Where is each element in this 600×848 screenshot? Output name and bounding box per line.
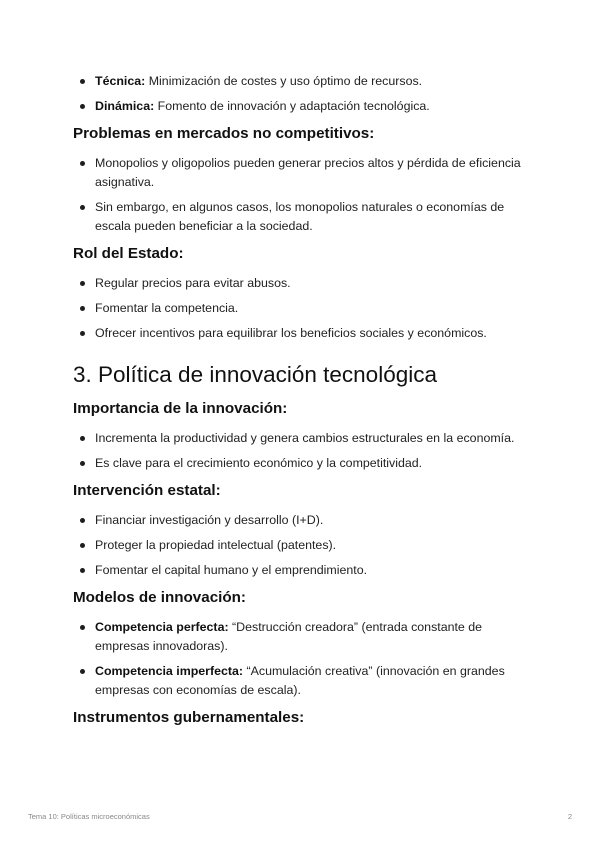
list-item-text: “Destrucción creadora” (entrada constante de empresas innovadoras).: [95, 620, 483, 653]
page-number: 2: [567, 812, 572, 821]
list-item: Sin embargo, en algunos casos, los monopolios naturales o economías de escala pueden beneficiar a la sociedad.: [73, 198, 533, 236]
list-item: Incrementa la productividad y genera cambios estructurales en la economía.: [73, 429, 533, 448]
heading-problemas: Problemas en mercados no competitivos:: [73, 125, 375, 142]
list-item: [73, 662, 533, 700]
list-item: Regular precios para evitar abusos.: [73, 274, 533, 293]
list-item-text: Minimización de costes y uso óptimo de recursos.: [145, 74, 423, 88]
list-item: Monopolios y oligopolios pueden generar precios altos y pérdida de eficiencia asignativa.: [73, 154, 533, 192]
intervencion-list: [73, 511, 533, 580]
rol-estado-list: [73, 274, 533, 343]
list-item: Ofrecer incentivos para equilibrar los beneficios sociales y económicos.: [73, 324, 533, 343]
list-item: [73, 97, 533, 116]
list-item-text: Fomento de innovación y adaptación tecnológica.: [154, 99, 430, 113]
modelos-list: [73, 618, 533, 700]
footer-title: Tema 10: Políticas microeconómicas: [28, 812, 150, 821]
heading-modelos: Modelos de innovación:: [73, 589, 246, 606]
list-item: Proteger la propiedad intelectual (patentes).: [73, 536, 533, 555]
list-item: Fomentar el capital humano y el emprendimiento.: [73, 561, 533, 580]
page-footer: [28, 812, 572, 821]
heading-instrumentos: Instrumentos gubernamentales:: [73, 709, 305, 726]
problemas-list: [73, 154, 533, 236]
section-title: 3. Política de innovación tecnológica: [73, 362, 437, 387]
list-item-text: “Acumulación creativa” (innovación en grandes empresas con economías de escala).: [95, 664, 505, 697]
list-item: Financiar investigación y desarrollo (I+D).: [73, 511, 533, 530]
list-item-term: Dinámica:: [95, 99, 155, 113]
heading-importancia: Importancia de la innovación:: [73, 400, 288, 417]
list-item-term: Competencia perfecta:: [95, 620, 229, 634]
list-item-term: Técnica:: [95, 74, 146, 88]
heading-rol-estado: Rol del Estado:: [73, 245, 184, 262]
importancia-list: [73, 429, 533, 473]
heading-intervencion: Intervención estatal:: [73, 482, 221, 499]
list-item: [73, 618, 533, 656]
page-content: [73, 72, 533, 738]
list-item-term: Competencia imperfecta:: [95, 664, 244, 678]
list-item: [73, 72, 533, 91]
efficiency-list: [73, 72, 533, 116]
list-item: Fomentar la competencia.: [73, 299, 533, 318]
list-item: Es clave para el crecimiento económico y la competitividad.: [73, 454, 533, 473]
